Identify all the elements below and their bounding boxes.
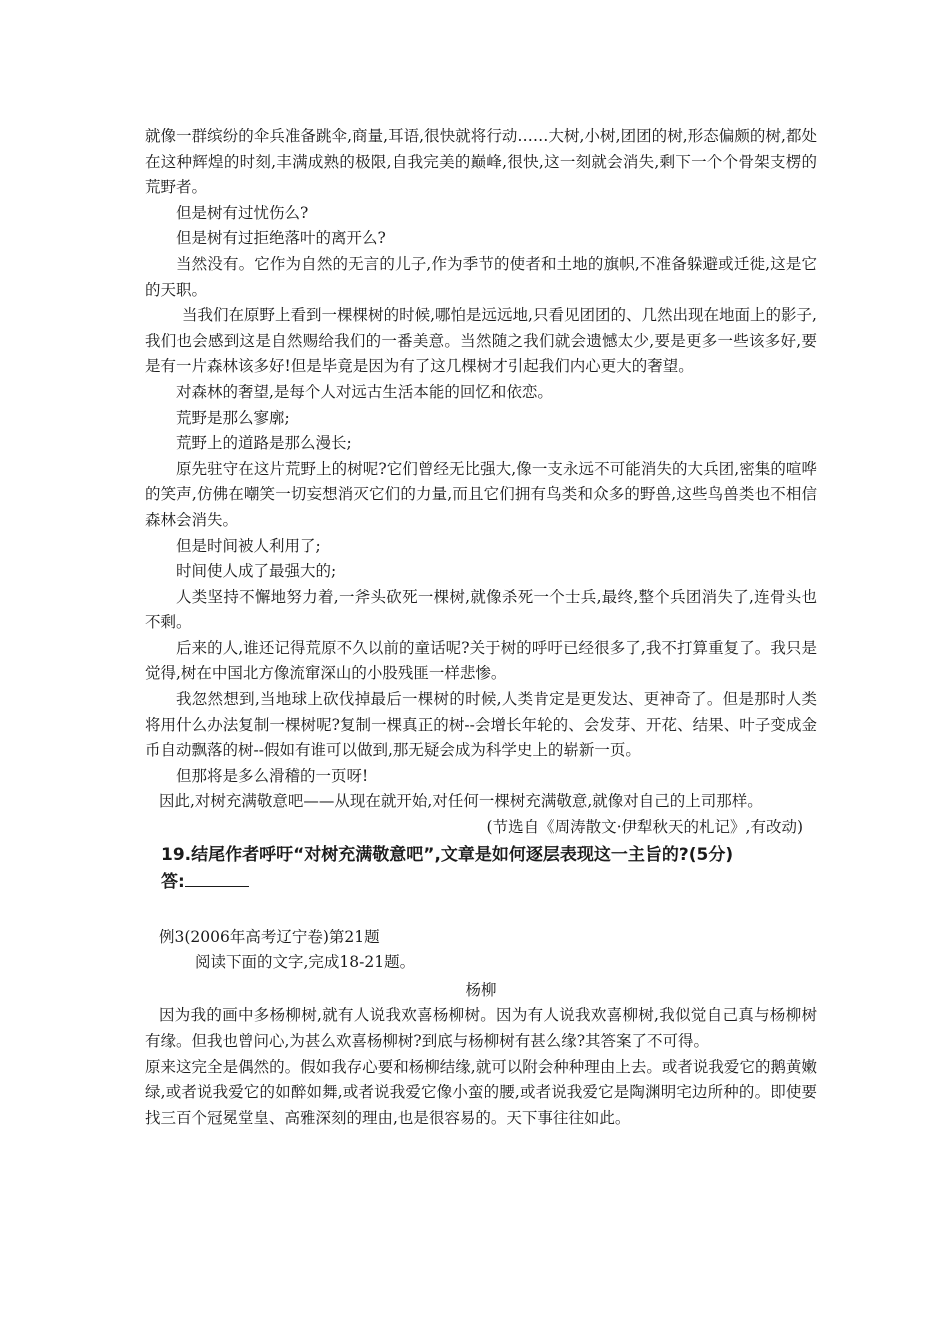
passage-paragraph: 人类坚持不懈地努力着,一斧头砍死一棵树,就像杀死一个士兵,最终,整个兵团消失了,连骨头也不剩。 (145, 587, 817, 632)
passage-paragraph: 原先驻守在这片荒野上的树呢?它们曾经无比强大,像一支永远不可能消失的大兵团,密集的喧哗的笑声,仿佛在嘲笑一切妄想消灭它们的力量,而且它们拥有鸟类和众多的野兽,这些鸟兽类也不相信森林会消失。 (145, 459, 817, 529)
example-heading: 例3(2006年高考辽宁卷)第21题 (159, 927, 380, 946)
passage-paragraph: 时间使人成了最强大的; (176, 562, 337, 581)
passage-paragraph: 荒野上的道路是那么漫长; (176, 434, 352, 453)
passage-paragraph: 当然没有。它作为自然的无言的儿子,作为季节的使者和土地的旗帜,不准备躲避或迁徙,这是它的天职。 (145, 254, 817, 299)
passage-paragraph: 后来的人,谁还记得荒原不久以前的童话呢?关于树的呼吁已经很多了,我不打算重复了。我只是觉得,树在中国北方像流窜深山的小股残匪一样悲惨。 (145, 638, 817, 683)
example-paragraph: 原来这完全是偶然的。假如我存心要和杨柳结缘,就可以附会种种理由上去。或者说我爱它的鹅黄嫩绿,或者说我爱它的如醉如舞,或者说我爱它像小蛮的腰,或者说我爱它是陶渊明宅边所种的。即使要找三百个冠冕堂皇、高雅深刻的理由,也是很容易的。天下事往往如此。 (145, 1057, 817, 1127)
passage-paragraph: 因此,对树充满敬意吧——从现在就开始,对任何一棵树充满敬意,就像对自己的上司那样。 (159, 792, 763, 811)
passage-paragraph: 但是树有过忧伤么? (176, 203, 309, 222)
example-paragraph: 因为我的画中多杨柳树,就有人说我欢喜杨柳树。因为有人说我欢喜柳树,我似觉自己真与杨柳树有缘。但我也曾问心,为甚么欢喜杨柳树?到底与杨柳树有甚么缘?其答案了不可得。 (145, 1006, 817, 1050)
passage-paragraph: 但是树有过拒绝落叶的离开么? (176, 229, 386, 248)
passage-paragraph: 我忽然想到,当地球上砍伐掉最后一棵树的时候,人类肯定是更发达、更神奇了。但是那时人类将用什么办法复制一棵树呢?复制一棵真正的树--会增长年轮的、会发芽、开花、结果、叶子变成金币自动飘落的树--假如有谁可以做到,那无疑会成为科学史上的崭新一页。 (145, 690, 817, 760)
answer-line (161, 868, 817, 895)
passage-paragraph: 对森林的奢望,是每个人对远古生活本能的回忆和依恋。 (176, 382, 553, 401)
passage-paragraph: 但是时间被人利用了; (176, 536, 321, 555)
passage-paragraph: 就像一群缤纷的伞兵准备跳伞,商量,耳语,很快就将行动……大树,小树,团团的树,形态偏颇的树,都处在这种辉煌的时刻,丰满成熟的极限,自我完美的巅峰,很快,这一刻就会消失,剩下一个个骨架支楞的荒野者。 (145, 127, 817, 197)
example-instruction: 阅读下面的文字,完成18-21题。 (195, 953, 416, 972)
passage-paragraph: 但那将是多么滑稽的一页呀! (176, 766, 369, 785)
answer-blank[interactable] (185, 868, 249, 887)
answer-label: 答: (161, 871, 185, 892)
passage-title: 杨柳 (465, 980, 497, 999)
page-content (145, 124, 817, 1131)
passage-paragraph: 荒野是那么寥廓; (176, 408, 290, 427)
passage-paragraph: 当我们在原野上看到一棵棵树的时候,哪怕是远远地,只看见团团的、几然出现在地面上的影子,我们也会感到这是自然赐给我们的一番美意。当然随之我们就会遗憾太少,要是更多一些该多好,要是有一片森林该多好!但是毕竟是因为有了这几棵树才引起我们内心更大的奢望。 (145, 306, 817, 376)
question-19: 19.结尾作者呼吁“对树充满敬意吧”,文章是如何逐层表现这一主旨的?(5分) (161, 844, 734, 865)
source-citation: (节选自《周涛散文·伊犁秋天的札记》,有改动) (486, 818, 803, 837)
